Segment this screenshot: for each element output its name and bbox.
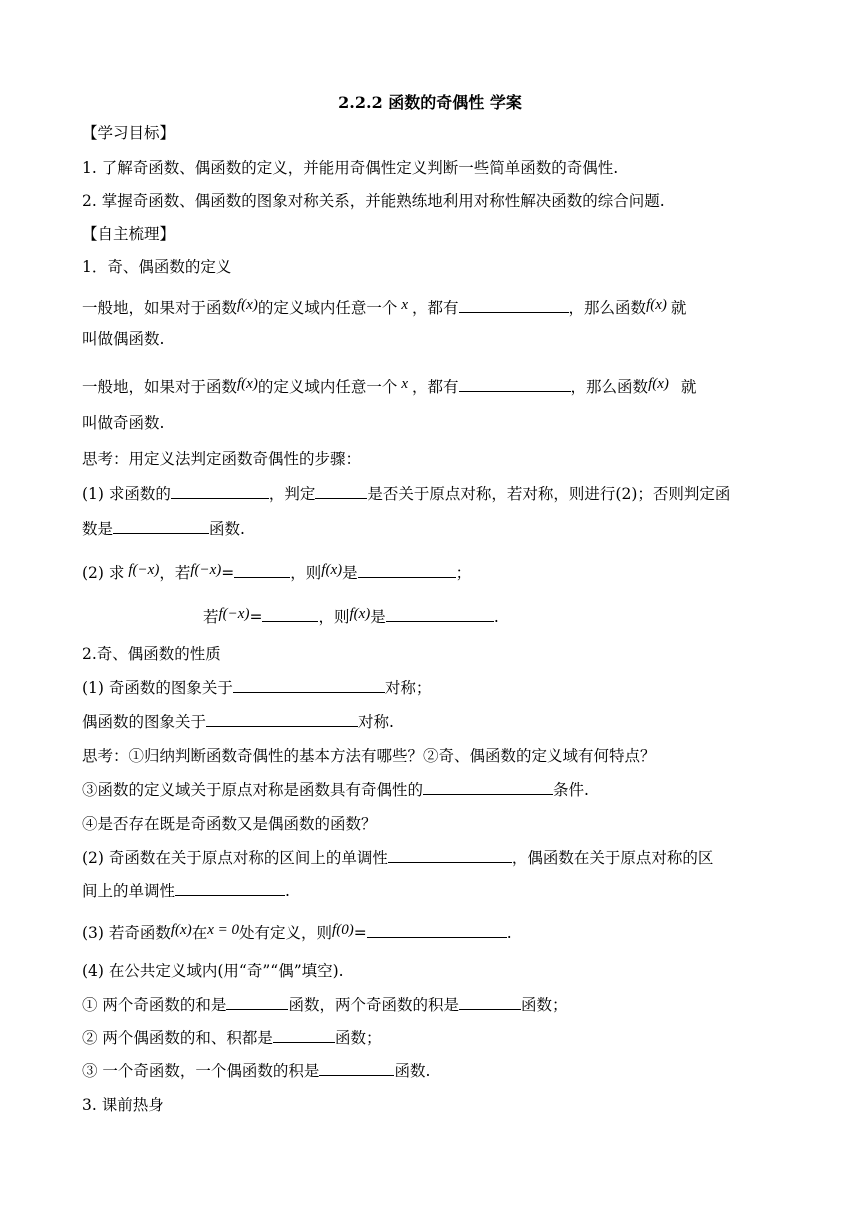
- think-4: ④是否存在既是奇函数又是偶函数的函数？: [82, 815, 377, 833]
- property-4-item-2: ② 两个偶函数的和、积都是 函数；: [82, 1029, 382, 1047]
- even-definition-line: 一般地，如果对于函数f(x)的定义域内任意一个 x ，都有 ，那么函数f(x) 就: [82, 297, 687, 317]
- odd-definition-line-2: 叫做奇函数.: [82, 414, 165, 432]
- warmup-header: 3. 课前热身: [82, 1096, 164, 1114]
- fill-blank[interactable]: [459, 994, 521, 1010]
- fill-blank[interactable]: [459, 297, 569, 313]
- even-definition-line-2: 叫做偶函数.: [82, 330, 165, 348]
- fill-blank[interactable]: [367, 922, 507, 938]
- fill-blank[interactable]: [423, 779, 553, 795]
- objectives-header: 【学习目标】: [82, 124, 176, 142]
- step-2-line: (2) 求 f(−x)，若f(−x)= ，则f(x)是 ；: [82, 562, 472, 582]
- math-fx: f(x): [648, 376, 669, 392]
- fill-blank[interactable]: [113, 518, 209, 534]
- math-x-equals-0: x = 0: [207, 922, 240, 938]
- fill-blank[interactable]: [234, 562, 290, 578]
- think-2: 思考：①归纳判断函数奇偶性的基本方法有哪些？②奇、偶函数的定义域有何特点？: [82, 747, 656, 765]
- odd-definition-line: 一般地，如果对于函数f(x)的定义域内任意一个 x ，都有 ，那么函数f(x) 就: [82, 376, 697, 396]
- objective-1: 1. 了解奇函数、偶函数的定义，并能用奇偶性定义判断一些简单函数的奇偶性.: [82, 159, 619, 177]
- math-x: x: [401, 297, 409, 313]
- think-steps: 思考：用定义法判定函数奇偶性的步骤：: [82, 450, 362, 468]
- property-3-line: (3) 若奇函数f(x)在x = 0处有定义，则f(0)= .: [82, 922, 512, 942]
- fill-blank[interactable]: [386, 606, 494, 622]
- math-f-neg-x: f(−x): [128, 562, 160, 578]
- property-4-item-1: ① 两个奇函数的和是 函数，两个奇函数的积是 函数；: [82, 996, 568, 1014]
- fill-blank[interactable]: [226, 994, 288, 1010]
- property-4-item-3: ③ 一个奇函数，一个偶函数的积是 函数.: [82, 1062, 431, 1080]
- math-x: x: [401, 376, 409, 392]
- think-3: ③函数的定义域关于原点对称是函数具有奇偶性的 条件.: [82, 781, 589, 799]
- property-1-line: (1) 奇函数的图象关于 对称；: [82, 679, 432, 697]
- property-2-line: (2) 奇函数在关于原点对称的区间上的单调性 ，偶函数在关于原点对称的区: [82, 849, 714, 867]
- step-1-line-2: 数是 函数.: [82, 520, 245, 538]
- properties-header: 2.奇、偶函数的性质: [82, 645, 221, 663]
- math-fx: f(x): [170, 922, 192, 938]
- math-fx: f(x): [237, 376, 258, 392]
- property-1-line-2: 偶函数的图象关于 对称.: [82, 713, 394, 731]
- fill-blank[interactable]: [175, 880, 285, 896]
- objective-2: 2. 掌握奇函数、偶函数的图象对称关系，并能熟练地利用对称性解决函数的综合问题.: [82, 192, 665, 210]
- step-1-line: (1) 求函数的 ，判定 是否关于原点对称，若对称，则进行(2)；否则判定函: [82, 485, 731, 503]
- fill-blank[interactable]: [358, 562, 456, 578]
- property-4: (4) 在公共定义域内(用“奇”“偶”填空).: [82, 962, 344, 980]
- math-f-neg-x: f(−x): [190, 562, 222, 578]
- fill-blank[interactable]: [273, 1027, 335, 1043]
- math-fx: f(x): [321, 562, 343, 578]
- fill-blank[interactable]: [459, 376, 571, 392]
- step-2-line-2: 若f(−x)= ，则f(x)是 .: [203, 606, 499, 626]
- math-f-neg-x: f(−x): [218, 606, 250, 622]
- definition-header: 1．奇、偶函数的定义: [82, 258, 232, 276]
- fill-blank[interactable]: [233, 677, 385, 693]
- self-study-header: 【自主梳理】: [82, 225, 176, 243]
- fill-blank[interactable]: [319, 1060, 394, 1076]
- math-f0: f(0): [332, 922, 354, 938]
- math-fx: f(x): [646, 297, 667, 313]
- property-2-line-2: 间上的单调性 .: [82, 882, 290, 900]
- math-fx: f(x): [349, 606, 371, 622]
- fill-blank[interactable]: [171, 483, 269, 499]
- fill-blank[interactable]: [206, 711, 358, 727]
- fill-blank[interactable]: [262, 606, 318, 622]
- fill-blank[interactable]: [315, 483, 367, 499]
- fill-blank[interactable]: [388, 847, 512, 863]
- page-title: 2.2.2 函数的奇偶性 学案: [338, 93, 522, 112]
- math-fx: f(x): [237, 297, 258, 313]
